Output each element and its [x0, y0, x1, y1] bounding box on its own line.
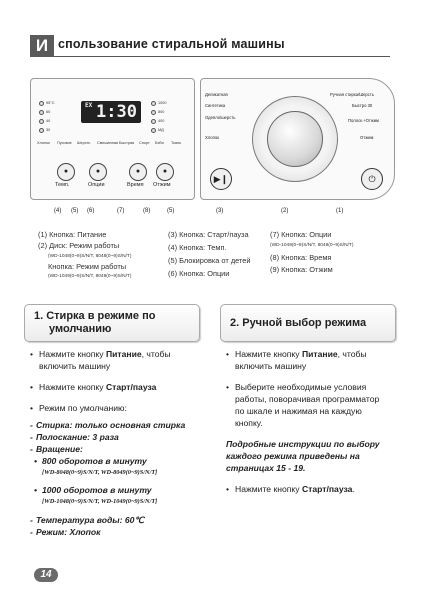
text: страницах 15 - 19.	[226, 463, 306, 473]
spin-led	[151, 128, 156, 133]
legend-item: Кнопка: Режим работы	[48, 262, 127, 271]
dial-program-label: Одеяло/шерсть	[205, 115, 236, 120]
temp-led	[39, 119, 44, 124]
text: включить машину	[39, 361, 111, 371]
section-header	[30, 35, 390, 57]
text: Нажмите кнопку	[39, 382, 106, 392]
legend-column-2	[168, 230, 268, 280]
program-dial-knob[interactable]	[267, 111, 323, 167]
instruction-bullet	[30, 381, 210, 393]
emphasis: Питание	[105, 349, 142, 359]
legend-column-3	[270, 230, 400, 276]
instruction-bullet	[30, 348, 210, 372]
text: Выберите необходимые условия	[235, 382, 367, 392]
section-2-title: 2. Ручной выбор режима	[230, 317, 367, 329]
section-1-body	[30, 348, 210, 538]
text: , чтобы	[337, 349, 367, 359]
time-button-label: Время	[127, 182, 144, 188]
mode-label: Спорт	[139, 141, 150, 145]
callout-number: (6)	[87, 208, 95, 214]
temp-label: 30	[46, 128, 51, 132]
temp-button-label: Темп.	[55, 182, 70, 188]
text: по шкале и нажимая на каждую	[235, 406, 362, 416]
legend-item: (8) Кнопка: Время	[270, 253, 332, 262]
callout-number: (5)	[167, 208, 175, 214]
instruction-note	[226, 438, 401, 474]
default-setting: - Стирка: только основная стирка	[30, 419, 210, 431]
temp-button[interactable]: ●	[57, 163, 75, 181]
temp-led	[39, 101, 44, 106]
default-setting: - Полоскание: 3 раза	[30, 431, 210, 443]
control-panel-illustration	[30, 78, 395, 200]
text: Нажмите кнопку	[235, 484, 302, 494]
spin-label: МД	[158, 128, 164, 132]
section-2-body	[226, 348, 401, 504]
legend-model-note: (WD-1049(0~9)S/N/T, 8048(0~9)S/N/T)	[270, 243, 354, 248]
legend-item: (3) Кнопка: Старт/пауза	[168, 230, 249, 239]
header-underline	[54, 56, 390, 58]
start-pause-button[interactable]	[210, 168, 232, 190]
text: Нажмите кнопку	[39, 349, 106, 359]
power-icon: ⏻	[368, 174, 376, 184]
instruction-bullet	[226, 483, 401, 495]
legend-item: (6) Кнопка: Опции	[168, 269, 230, 278]
spin-option: • 1000 оборотов в минуту	[30, 484, 210, 496]
text: кнопку.	[235, 418, 263, 428]
dial-program-label: Ручная стирка/Шерсть	[330, 92, 374, 97]
start-pause-icon: ▶❙	[213, 174, 229, 184]
legend-item: (5) Блокировка от детей	[168, 256, 251, 265]
mode-label: Быстрая	[119, 141, 135, 145]
mode-label: Ткань	[171, 141, 182, 145]
temp-led	[39, 128, 44, 133]
emphasis: Старт/пауза	[301, 484, 353, 494]
page-number: 14	[34, 568, 58, 582]
instruction-bullet	[226, 381, 401, 429]
legend-model-note: (WD-1048(0~9)S/N/T, 8048(0~9)S/N/T)	[48, 254, 132, 259]
spin-led	[151, 119, 156, 124]
text: .	[352, 484, 355, 494]
legend-item: (7) Кнопка: Опции	[270, 230, 332, 239]
legend-item: (9) Кнопка: Отжим	[270, 265, 333, 274]
options-button-label: Опции	[88, 182, 105, 188]
callout-number: (5)	[71, 208, 79, 214]
callout-number: (2)	[281, 208, 289, 214]
mode-label: Пуховое	[57, 141, 72, 145]
text: включить машину	[235, 361, 307, 371]
header-title: спользование стиральной машины	[58, 37, 285, 51]
text: , чтобы	[141, 349, 171, 359]
display-prefix: EX	[85, 102, 93, 109]
temp-led	[39, 110, 44, 115]
text: работы, поворачивая программатор	[235, 394, 380, 404]
legend-column-1	[38, 230, 163, 283]
spin-button-label: Отжим	[153, 182, 171, 188]
display-value: 1:30	[96, 102, 137, 122]
power-button[interactable]	[361, 168, 383, 190]
instruction-bullet	[226, 348, 401, 372]
time-display	[81, 101, 141, 123]
temp-label: 60	[46, 110, 51, 114]
header-initial: И	[30, 35, 54, 57]
mode-label: Хлопок	[37, 141, 50, 145]
callout-number: (4)	[54, 208, 62, 214]
dial-program-label: Деликатная	[205, 92, 228, 97]
default-setting: - Режим: Хлопок	[30, 526, 210, 538]
section-1-title-line2: умолчанию	[49, 323, 112, 335]
dial-program-label: Быстро 30	[352, 103, 373, 108]
panel-left-section	[30, 78, 195, 200]
dial-program-label: Синтетика	[205, 103, 226, 108]
model-note: [WD-1048(0~9)S/N/T, WD-1049(0~9)S/N/T]	[42, 498, 158, 505]
emphasis: Питание	[301, 349, 338, 359]
dial-program-label: Полоск.+Отжим	[348, 118, 379, 123]
callout-number: (8)	[143, 208, 151, 214]
spin-button[interactable]: ●	[156, 163, 174, 181]
legend-item: (2) Диск: Режим работы	[38, 241, 120, 250]
model-note: [WD-8048(0~9)S/N/T, WD-8049(0~9)S/N/T]	[42, 469, 158, 476]
text: Нажмите кнопку	[235, 349, 302, 359]
default-setting: - Температура воды: 60℃	[30, 514, 210, 526]
default-setting: - Вращение:	[30, 443, 210, 455]
text: Подробные инструкции по выбору	[226, 439, 380, 449]
callout-number: (3)	[216, 208, 224, 214]
callout-number: (7)	[117, 208, 125, 214]
spin-label: 1000	[158, 101, 167, 105]
legend-item: (1) Кнопка: Питание	[38, 230, 107, 239]
section-2-heading-card	[220, 304, 396, 342]
legend-item: (4) Кнопка: Темп.	[168, 243, 227, 252]
mode-label: Смешанная	[97, 141, 118, 145]
spin-label: 800	[158, 110, 165, 114]
mode-label: Бэби	[155, 141, 164, 145]
spin-option: • 800 оборотов в минуту	[30, 455, 210, 467]
spin-led	[151, 110, 156, 115]
section-1-title-line1: 1. Стирка в режиме по	[34, 310, 156, 322]
instruction-bullet	[30, 402, 210, 414]
temp-label: 40	[46, 119, 51, 123]
text: Режим по умолчанию:	[39, 403, 127, 413]
time-button[interactable]: ●	[129, 163, 147, 181]
temp-label: 95°C	[46, 101, 55, 105]
dial-program-label: Хлопок	[205, 135, 220, 140]
spin-led	[151, 101, 156, 106]
callout-number: (1)	[336, 208, 344, 214]
options-button[interactable]: ●	[89, 163, 107, 181]
dial-program-label: Отжим	[360, 135, 374, 140]
section-1-heading-card	[24, 304, 200, 342]
text: каждого режима приведены на	[226, 451, 360, 461]
mode-label: Шерсть	[77, 141, 91, 145]
legend-model-note: (WD-1049(0~9)S/N/T, 8049(0~9)S/N/T)	[48, 274, 132, 279]
spin-label: 400	[158, 119, 165, 123]
emphasis: Старт/пауза	[105, 382, 157, 392]
